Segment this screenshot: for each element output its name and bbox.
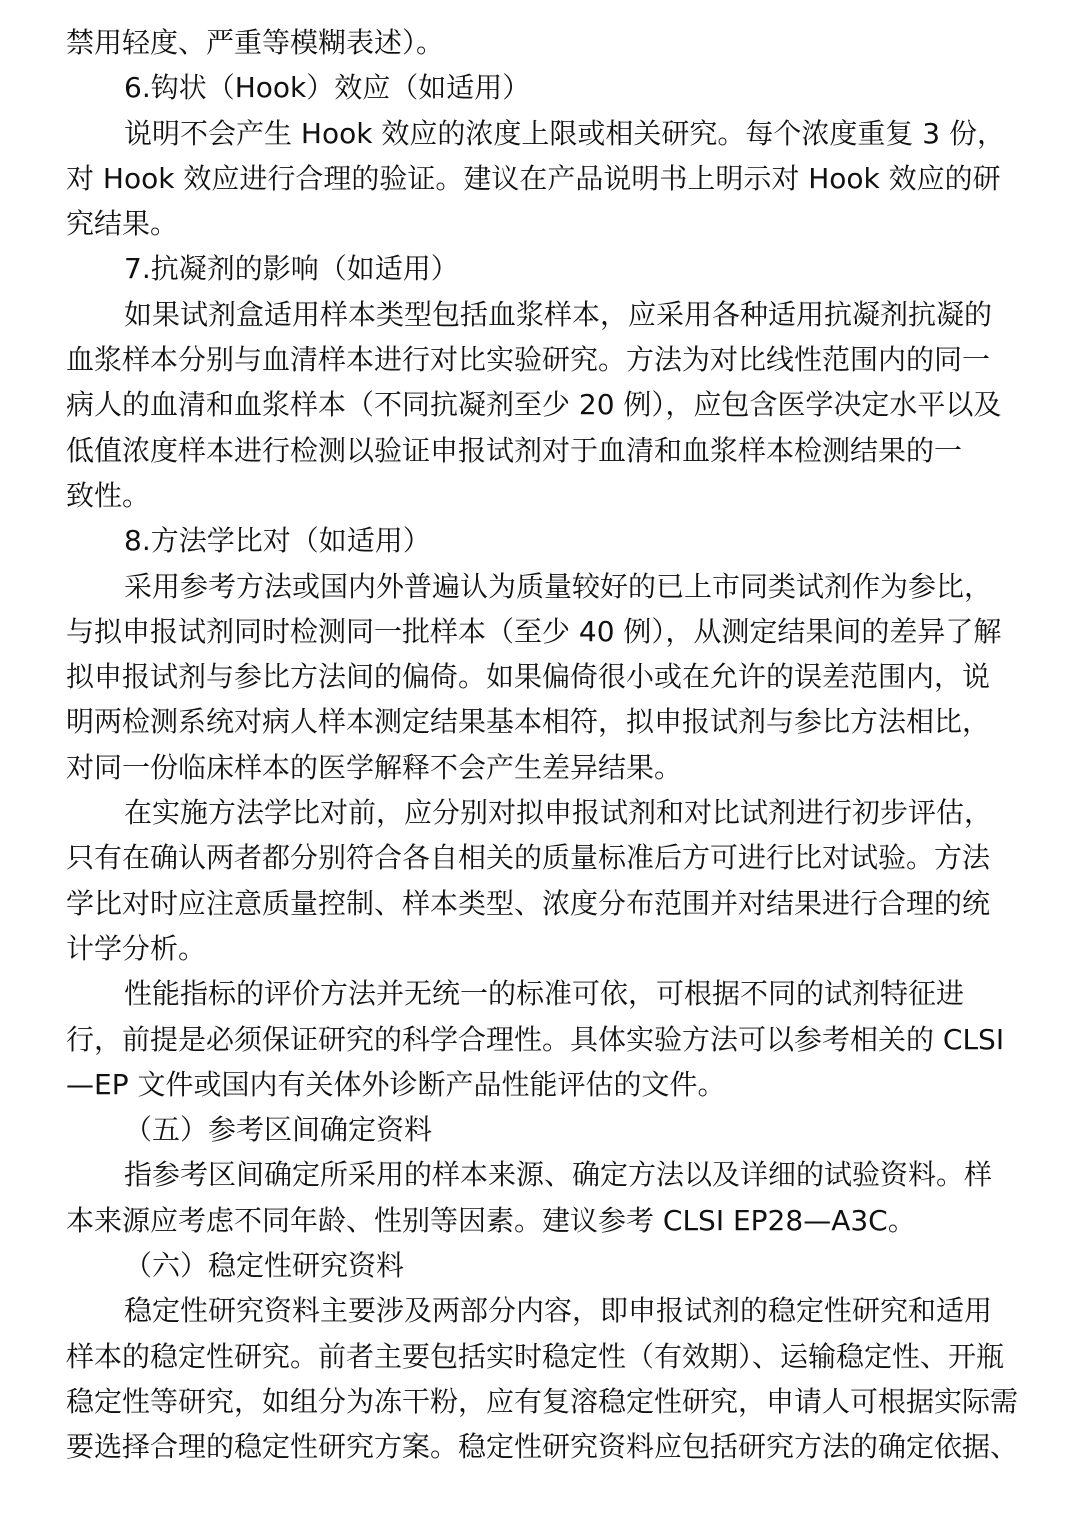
text-line: 对 Hook 效应进行合理的验证。建议在产品说明书上明示对 Hook 效应的研 [66, 161, 1001, 195]
text-line: 要选择合理的稳定性研究方案。稳定性研究资料应包括研究方法的确定依据、 [66, 1430, 1018, 1464]
text-line: 与拟申报试剂同时检测同一批样本（至少 40 例），从测定结果间的差异了解 [66, 614, 1002, 648]
text-line: 对同一份临床样本的医学解释不会产生差异结果。 [66, 750, 683, 784]
text-line: —EP 文件或国内有关体外诊断产品性能评估的文件。 [66, 1067, 726, 1101]
text-line: 稳定性研究资料主要涉及两部分内容，即申报试剂的稳定性研究和适用 [124, 1294, 993, 1328]
text-line: 行，前提是必须保证研究的科学合理性。具体实验方法可以参考相关的 CLSI [66, 1022, 1005, 1056]
text-line: 病人的血清和血浆样本（不同抗凝剂至少 20 例），应包含医学决定水平以及 [66, 388, 1002, 422]
text-line: 学比对时应注意质量控制、样本类型、浓度分布范围并对结果进行合理的统 [66, 886, 991, 920]
text-line: 如果试剂盒适用样本类型包括血浆样本，应采用各种适用抗凝剂抗凝的 [124, 297, 993, 331]
text-line: 禁用轻度、严重等模糊表述）。 [66, 26, 445, 59]
text-line: 8.方法学比对（如适用） [124, 524, 431, 558]
document-page [66, 20, 1018, 1470]
text-line: 性能指标的评价方法并无统一的标准可依，可根据不同的试剂特征进 [124, 977, 965, 1011]
text-line: 采用参考方法或国内外普遍认为质量较好的已上市同类试剂作为参比， [124, 569, 993, 603]
text-line: （六）稳定性研究资料 [124, 1249, 405, 1283]
text-line: 低值浓度样本进行检测以验证申报试剂对于血清和血浆样本检测结果的一 [66, 433, 963, 467]
text-line: 只有在确认两者都分别符合各自相关的质量标准后方可进行比对试验。方法 [66, 841, 991, 875]
text-line: 稳定性等研究，如组分为冻干粉，应有复溶稳定性研究，申请人可根据实际需 [66, 1384, 1018, 1418]
text-line: 样本的稳定性研究。前者主要包括实时稳定性（有效期）、运输稳定性、开瓶 [66, 1339, 1005, 1373]
text-line: 计学分析。 [66, 931, 207, 965]
text-line: 拟申报试剂与参比方法间的偏倚。如果偏倚很小或在允许的误差范围内，说 [66, 660, 991, 694]
text-line: 在实施方法学比对前，应分别对拟申报试剂和对比试剂进行初步评估， [124, 796, 993, 830]
text-line: 6.钩状（Hook）效应（如适用） [124, 71, 531, 105]
text-line: 指参考区间确定所采用的样本来源、确定方法以及详细的试验资料。样 [124, 1158, 993, 1192]
text-line: 明两检测系统对病人样本测定结果基本相符，拟申报试剂与参比方法相比， [66, 705, 991, 739]
text-line: （五）参考区间确定资料 [124, 1113, 433, 1147]
text-line: 7.抗凝剂的影响（如适用） [124, 252, 459, 286]
text-line: 血浆样本分别与血清样本进行对比实验研究。方法为对比线性范围内的同一 [66, 343, 991, 377]
text-line: 究结果。 [66, 207, 179, 241]
text-line: 本来源应考虑不同年龄、性别等因素。建议参考 CLSI EP28—A3C。 [66, 1203, 916, 1237]
text-line: 说明不会产生 Hook 效应的浓度上限或相关研究。每个浓度重复 3 份， [124, 116, 1005, 150]
text-line: 致性。 [66, 478, 151, 512]
